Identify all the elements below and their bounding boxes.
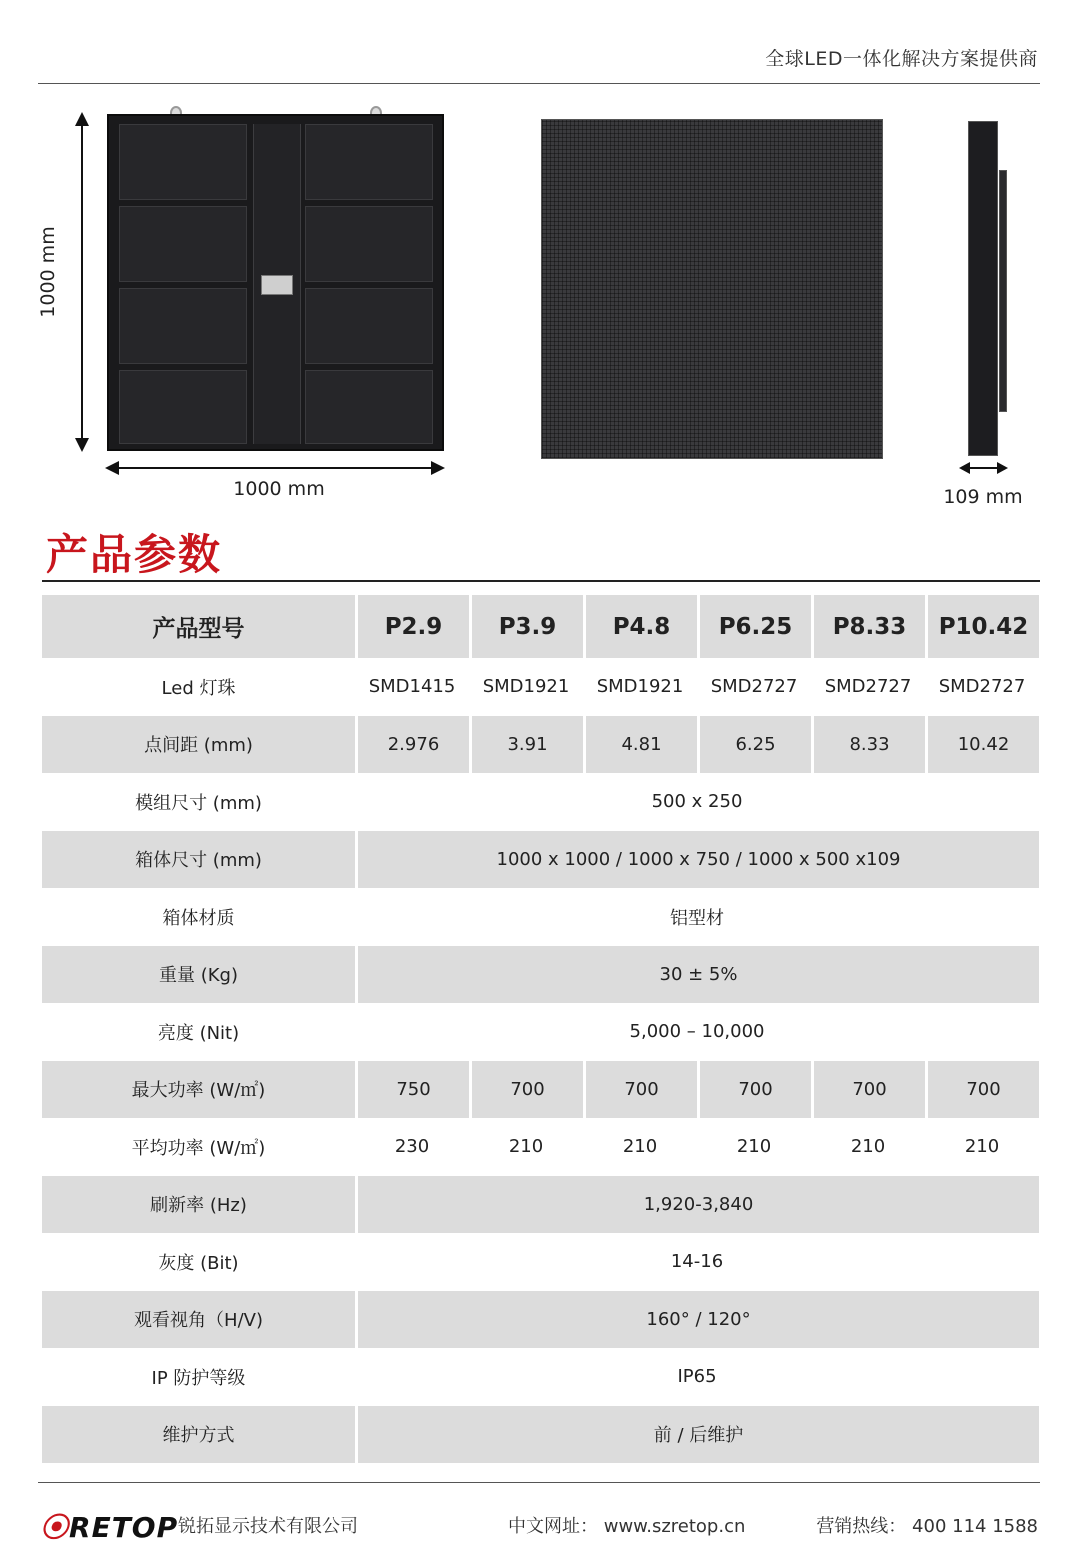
row-label: Led 灯珠 (161, 677, 236, 699)
table-cell: 8.33 (811, 716, 925, 774)
table-cell: 5,000 – 10,000 (629, 1021, 765, 1043)
model-header: P3.9 (469, 595, 583, 658)
header-label: 产品型号 (42, 595, 355, 658)
table-row (42, 658, 1039, 716)
table-cell: 10.42 (925, 716, 1039, 774)
table-cell: 铝型材 (670, 907, 724, 929)
section-divider (42, 580, 1040, 582)
table-cell: 3.91 (469, 716, 583, 774)
row-label: 维护方式 (42, 1406, 355, 1464)
nameplate (261, 275, 293, 295)
table-cell: 700 (811, 1061, 925, 1119)
row-label: 刷新率 (Hz) (42, 1176, 355, 1234)
width-dimension-line (110, 467, 440, 469)
arrow-left-icon (959, 462, 970, 474)
table-cell: 2.976 (355, 716, 469, 774)
depth-dimension-label: 109 mm (943, 486, 1023, 508)
table-cell: IP65 (677, 1366, 717, 1388)
table-row (42, 716, 1039, 774)
row-label: 最大功率 (W/㎡) (42, 1061, 355, 1119)
model-header: P6.25 (697, 595, 811, 658)
table-row (42, 1061, 1039, 1119)
table-cell: 1,920-3,840 (355, 1176, 1039, 1234)
table-row (42, 1176, 1039, 1234)
company-name: 锐拓显示技术有限公司 (178, 1516, 358, 1537)
table-row (42, 888, 1039, 946)
row-label: 箱体材质 (162, 907, 235, 929)
cabinet-back-image (107, 114, 444, 451)
table-cell: 210 (508, 1136, 544, 1158)
table-cell: 700 (469, 1061, 583, 1119)
table-row (42, 1291, 1039, 1349)
table-cell: 210 (622, 1136, 658, 1158)
model-header: P8.33 (811, 595, 925, 658)
table-cell: 210 (964, 1136, 1000, 1158)
table-row (42, 1118, 1039, 1176)
row-label: 重量 (Kg) (42, 946, 355, 1004)
logo-text: RETOP (69, 1511, 179, 1544)
row-label: 箱体尺寸 (mm) (42, 831, 355, 889)
row-label: 观看视角（H/V) (42, 1291, 355, 1349)
spec-table (42, 595, 1039, 1463)
table-cell: 30 ± 5% (355, 946, 1039, 1004)
table-cell: SMD2727 (938, 676, 1026, 698)
model-header: P4.8 (583, 595, 697, 658)
table-row (42, 1003, 1039, 1061)
sales-hotline: 营销热线： 400 114 1588 (816, 1516, 1038, 1537)
header-divider (38, 83, 1040, 84)
table-cell: 700 (583, 1061, 697, 1119)
section-title: 产品参数 (46, 530, 223, 579)
table-row (42, 1406, 1039, 1464)
table-cell: 14-16 (670, 1251, 724, 1273)
table-cell: 4.81 (583, 716, 697, 774)
row-label: 灰度 (Bit) (158, 1252, 239, 1274)
table-cell: SMD1921 (482, 676, 570, 698)
row-label: 平均功率 (W/㎡) (131, 1137, 266, 1159)
header-tagline: 全球LED一体化解决方案提供商 (765, 48, 1038, 70)
table-cell: SMD1921 (596, 676, 684, 698)
table-cell: SMD1415 (368, 676, 456, 698)
row-label: 模组尺寸 (mm) (135, 792, 262, 814)
height-dimension-line (81, 116, 83, 448)
row-label: 亮度 (Nit) (157, 1022, 240, 1044)
table-cell: 160° / 120° (355, 1291, 1039, 1349)
table-row (42, 1233, 1039, 1291)
cabinet-side-image (968, 121, 998, 456)
table-cell: 210 (736, 1136, 772, 1158)
arrow-right-icon (997, 462, 1008, 474)
table-cell: 700 (697, 1061, 811, 1119)
model-header: P2.9 (355, 595, 469, 658)
table-cell: 1000 x 1000 / 1000 x 750 / 1000 x 500 x109 (355, 831, 1039, 889)
table-cell: 230 (394, 1136, 430, 1158)
table-cell: 500 x 250 (651, 791, 743, 813)
table-row (42, 946, 1039, 1004)
website-link[interactable]: 中文网址： www.szretop.cn (508, 1516, 746, 1537)
table-cell: SMD2727 (824, 676, 912, 698)
row-label: IP 防护等级 (151, 1367, 246, 1389)
table-cell: 210 (850, 1136, 886, 1158)
arrow-up-icon (75, 112, 89, 126)
table-row (42, 773, 1039, 831)
table-row (42, 831, 1039, 889)
table-row (42, 1348, 1039, 1406)
table-cell: 750 (355, 1061, 469, 1119)
arrow-right-icon (431, 461, 445, 475)
table-cell: 700 (925, 1061, 1039, 1119)
table-cell: 6.25 (697, 716, 811, 774)
retop-logo: ⦿RETOP (40, 1511, 179, 1544)
height-dimension-label: 1000 mm (37, 226, 59, 318)
table-cell: 前 / 后维护 (355, 1406, 1039, 1464)
cabinet-front-image (541, 119, 883, 459)
table-cell: SMD2727 (710, 676, 798, 698)
row-label: 点间距 (mm) (42, 716, 355, 774)
arrow-down-icon (75, 438, 89, 452)
arrow-left-icon (105, 461, 119, 475)
model-header: P10.42 (925, 595, 1039, 658)
footer-divider (38, 1482, 1040, 1483)
table-header-row (42, 595, 1039, 658)
width-dimension-label: 1000 mm (233, 478, 325, 500)
